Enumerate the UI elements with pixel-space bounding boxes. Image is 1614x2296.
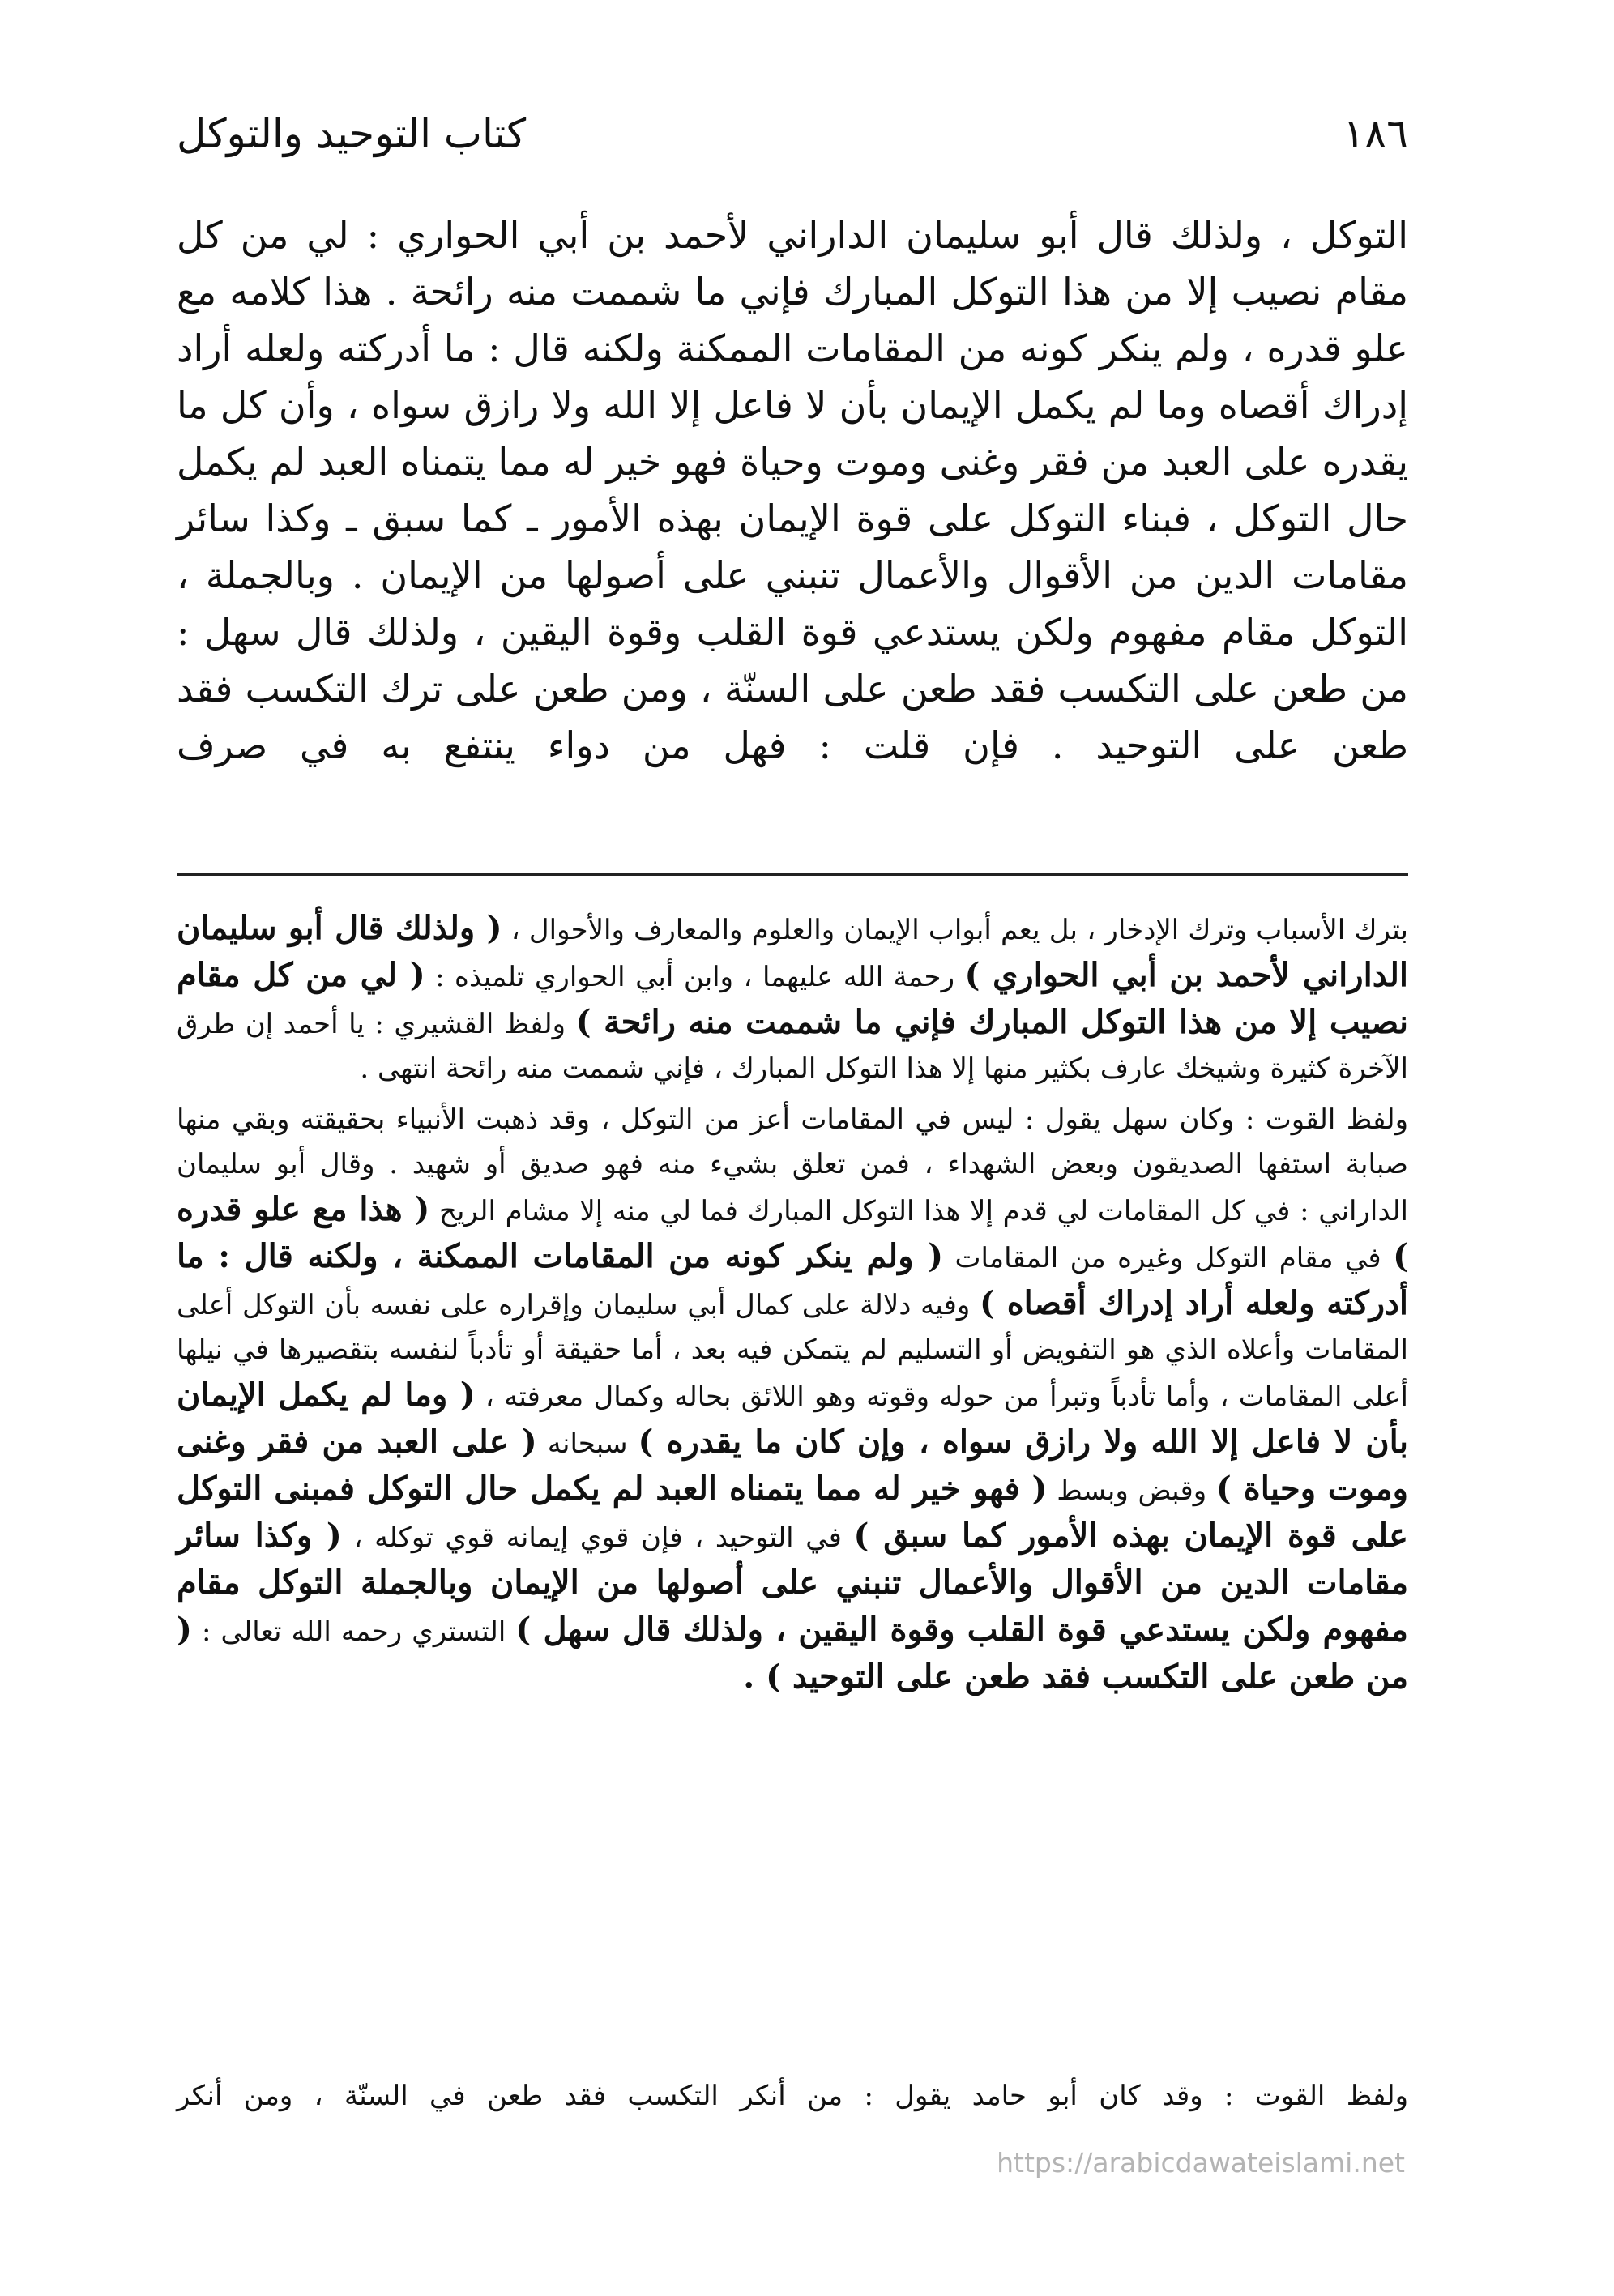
quoted-matn-text: ( وكذا سائر مقامات الدين من الأقوال والأعمال تنبني على أصولها من الإيمان وبالجملة التوكل مقام مفهوم ولكن يستدعي قوة القلب وقوة اليقين ، ولذلك قال سهل ) bbox=[177, 1517, 1408, 1649]
quoted-matn-text: ( ولم ينكر كونه من المقامات الممكنة ، ولكنه قال : ما أدركته ولعله أراد إدراك أقصاه ) bbox=[177, 1237, 1409, 1322]
commentary-text: بترك الأسباب وترك الإدخار ، بل يعم أبواب الإيمان والعلوم والمعارف والأحوال ، bbox=[502, 914, 1408, 946]
commentary-text: وفيه دلالة على كمال أبي سليمان وإقراره على نفسه بأن التوكل أعلى المقامات وأعلاه الذي هو التفويض أو التسليم لم يتمكن فيه بعد ، أما حقيقة أو تأدباً لنفسه بتقصيرها في نيلها أعلى المقامات ، وأما تأدباً وتبرأ من حوله وقوته وهو اللائق بحاله وكمال معرفته ، bbox=[177, 1289, 1408, 1413]
page-number: ١٨٦ bbox=[1343, 110, 1408, 157]
quoted-matn-text: ( ولذلك قال أبو سليمان الداراني لأحمد بن أبي الحواري ) bbox=[177, 909, 1409, 994]
commentary-text: رحمة الله عليهما ، وابن أبي الحواري تلميذه : bbox=[425, 961, 965, 993]
commentary-block bbox=[177, 906, 1408, 1708]
quoted-matn-text: ( هذا مع علو قدره ) bbox=[177, 1190, 1408, 1275]
quoted-matn-text: ( فهو خير له مما يتمناه العبد لم يكمل حال التوكل فمبنى التوكل على قوة الإيمان بهذه الأمور كما سبق ) bbox=[177, 1470, 1409, 1555]
watermark-url: https://arabicdawateislami.net bbox=[997, 2147, 1405, 2179]
quoted-matn-text: ( على العبد من فقر وغنى وموت وحياة ) bbox=[177, 1423, 1408, 1508]
footnote-divider bbox=[177, 873, 1408, 876]
commentary-paragraph-2 bbox=[177, 1098, 1408, 1701]
quoted-matn-text: ( وما لم يكمل الإيمان بأن لا فاعل إلا الله ولا رازق سواه ، وإن كان ما يقدره ) bbox=[177, 1376, 1408, 1461]
commentary-paragraph-1 bbox=[177, 906, 1408, 1091]
commentary-text: ولفظ القشيري : يا أحمد إن طرق الآخرة كثيرة وشيخك عارف بكثير منها إلا هذا التوكل المبارك ، فإني شممت منه رائحة انتهى . bbox=[177, 1008, 1408, 1085]
commentary-text: سبحانه bbox=[536, 1428, 638, 1460]
commentary-text: في التوحيد ، فإن قوي إيمانه قوي توكله ، bbox=[341, 1521, 854, 1554]
main-text-block bbox=[177, 207, 1408, 774]
commentary-last-line: ولفظ القوت : وقد كان أبو حامد يقول : من أنكر التكسب فقد طعن في السنّة ، ومن أنكر bbox=[177, 2080, 1408, 2112]
page-header bbox=[177, 97, 1408, 170]
commentary-text: وقبض وبسط bbox=[1047, 1474, 1216, 1507]
commentary-text: ولفظ القوت : وكان سهل يقول : ليس في المقامات أعز من التوكل ، وقد ذهبت الأنبياء بحقيقته وبقي منها صبابة استفها الصديقون وبعض الشهداء ، فمن تعلق بشيء منه فهو صديق أو شهيد . وقال أبو سليمان الداراني : في كل المقامات لي قدم إلا هذا التوكل المبارك فما لي منه إلا مشام الريح bbox=[177, 1103, 1408, 1227]
main-paragraph: التوكل ، ولذلك قال أبو سليمان الداراني لأحمد بن أبي الحواري : لي من كل مقام نصيب إلا من هذا التوكل المبارك فإني ما شممت منه رائحة . هذا كلامه مع علو قدره ، ولم ينكر كونه من المقامات الممكنة ولكنه قال : ما أدركته ولعله أراد إدراك أقصاه وما لم يكمل الإيمان بأن لا فاعل إلا الله ولا رازق سواه ، وأن كل ما يقدره على العبد من فقر وغنى وموت وحياة فهو خير له مما يتمناه العبد لم يكمل حال التوكل ، فبناء التوكل على قوة الإيمان بهذه الأمور ـ كما سبق ـ وكذا سائر مقامات الدين من الأقوال والأعمال تنبني على أصولها من الإيمان . وبالجملة ، التوكل مقام مفهوم ولكن يستدعي قوة القلب وقوة اليقين ، ولذلك قال سهل : من طعن على التكسب فقد طعن على السنّة ، ومن طعن على ترك التكسب فقد طعن على التوحيد . فإن قلت : فهل من دواء ينتفع به في صرف bbox=[177, 213, 1408, 767]
book-title: كتاب التوحيد والتوكل bbox=[177, 110, 527, 157]
commentary-text: في مقام التوكل وغيره من المقامات bbox=[943, 1242, 1394, 1274]
commentary-text: التستري رحمه الله تعالى : bbox=[191, 1615, 516, 1648]
quoted-matn-text: ( من طعن على التكسب فقد طعن على التوحيد ) . bbox=[177, 1611, 1408, 1696]
quoted-matn-text: ( لي من كل مقام نصيب إلا من هذا التوكل المبارك فإني ما شممت منه رائحة ) bbox=[177, 956, 1409, 1041]
